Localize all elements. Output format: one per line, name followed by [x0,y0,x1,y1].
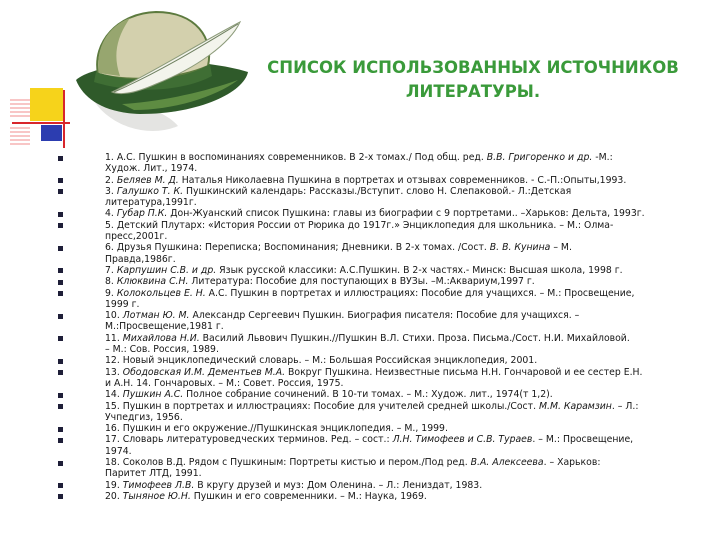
reference-line [105,220,698,231]
reference-text [105,276,698,287]
reference-segment: Учпедгиз, 1956. [105,411,183,423]
reference-line [105,175,698,186]
italic-author: Губар П.К. [116,208,168,220]
reference-line [105,457,698,468]
reference-segment: 3. [105,185,117,197]
reference-segment: А.С. Пушкин в портретах и иллюстрациях: Пособие для учащихся. – М.: Просвещение, [205,287,635,299]
reference-segment: Дон-Жуанский список Пушкина: главы из биографии с 9 портретами.. –Харьков: Дельта, 1993г. [167,208,645,220]
reference-segment: Паритет ЛТД, 1991. [105,468,202,480]
reference-line [105,208,698,219]
reference-text [105,355,698,366]
italic-author: Карпушин С.В. и др. [116,264,217,276]
color-blocks-icon [10,88,70,148]
square-bullet-icon [58,336,63,341]
reference-segment: пресс,2001г. [105,231,168,243]
reference-segment: 10. [105,310,123,322]
reference-item [58,186,698,209]
reference-segment: 17. Словарь литературоведческих терминов. Ред. – сост.: [105,434,393,446]
reference-segment: 1974. [105,445,132,457]
reference-segment: 1. А.С. Пушкин в воспоминаниях современников. В 2-х томах./ Под общ. ред. [105,152,487,163]
italic-author: Беляев М. Д. [116,174,179,186]
italic-author: Л.Н. Тимофеев и С.В. Тураев [392,434,533,446]
italic-author: Галушко Т. К. [116,185,184,197]
reference-line [105,367,698,378]
reference-text [105,457,698,480]
reference-segment: 19. [105,479,123,491]
reference-item [58,367,698,390]
italic-author: Лотман Ю. М. [122,310,190,322]
reference-line [105,412,698,423]
reference-segment: 11. [105,332,123,344]
title-line: ЛИТЕРАТУРЫ. [405,82,541,101]
reference-line [105,355,698,366]
reference-segment: Пушкин и его современники. – М.: Наука, 1969. [190,490,427,502]
reference-line [105,333,698,344]
italic-author: Тимофеев Л.В. [122,479,195,491]
italic-author: В.А. Алексеева [470,457,544,469]
reference-segment: Худож. Лит., 1974. [105,163,198,175]
reference-line [105,288,698,299]
reference-line [105,265,698,276]
reference-item [58,288,698,311]
reference-item [58,457,698,480]
reference-segment: Наталья Николаевна Пушкина в портретах и отзывах современников. - С.-П.:Опыты,1993. [178,174,627,186]
reference-text [105,288,698,311]
reference-line [105,186,698,197]
reference-line [105,231,698,242]
square-bullet-icon [58,189,63,194]
reference-text [105,401,698,424]
reference-text [105,152,698,175]
reference-segment: 20. [105,490,123,502]
reference-item [58,480,698,491]
reference-line [105,423,698,434]
square-bullet-icon [58,370,63,375]
italic-author: Михайлова Н.И. [122,332,200,344]
page-title [232,56,714,104]
reference-line [105,276,698,287]
reference-segment: 9. [105,287,117,299]
reference-segment: . – Харьков: [543,457,601,469]
reference-item [58,423,698,434]
reference-line [105,299,698,310]
reference-text [105,265,698,276]
italic-author: Пушкин А.С. [122,389,184,401]
square-bullet-icon [58,461,63,466]
reference-text [105,242,698,265]
reference-line [105,378,698,389]
square-bullet-icon [58,156,63,161]
reference-segment: -М.: [592,152,613,163]
italic-author: В.В. Григоренко и др. [486,152,593,163]
reference-segment: В кругу друзей и муз: Дом Оленина. – Л.: Лениздат, 1983. [194,479,483,491]
reference-line [105,242,698,253]
reference-segment: . – М.: Просвещение, [532,434,634,446]
reference-segment: 16. Пушкин и его окружение.//Пушкинская энциклопедия. – М., 1999. [105,423,448,435]
italic-author: Колокольцев Е. Н. [116,287,206,299]
square-bullet-icon [58,178,63,183]
reference-segment: 7. [105,264,117,276]
reference-text [105,480,698,491]
reference-item [58,152,698,175]
reference-segment: 18. Соколов В.Д. Рядом с Пушкиным: Портреты кистью и пером./Под ред. [105,457,471,469]
reference-text [105,310,698,333]
reference-text [105,367,698,390]
reference-item [58,220,698,243]
reference-line [105,446,698,457]
reference-text [105,175,698,186]
reference-line [105,468,698,479]
reference-text [105,186,698,209]
reference-segment: 5. Детский Плутарх: «История России от Рюрика до 1917г.» Энциклопедия для школьника. – М.: Олма- [105,219,614,231]
square-bullet-icon [58,280,63,285]
reference-segment: 2. [105,174,117,186]
square-bullet-icon [58,427,63,432]
reference-line [105,344,698,355]
reference-segment: 4. [105,208,117,220]
reference-line [105,321,698,332]
reference-item [58,434,698,457]
reference-segment: 14. [105,389,123,401]
reference-line [105,254,698,265]
reference-segment: 15. Пушкин в портретах и иллюстрациях: Пособие для учителей средней школы./Сост. [105,400,539,412]
reference-text [105,491,698,502]
square-bullet-icon [58,438,63,443]
reference-segment: 1999 г. [105,298,140,310]
reference-segment: Александр Сергеевич Пушкин. Биография писателя: Пособие для учащихся. – [189,310,580,322]
reference-segment: М.:Просвещение,1981 г. [105,321,224,333]
reference-line [105,163,698,174]
square-bullet-icon [58,314,63,319]
square-bullet-icon [58,494,63,499]
reference-item [58,389,698,400]
title-line: СПИСОК ИСПОЛЬЗОВАННЫХ ИСТОЧНИКОВ [267,58,679,77]
square-bullet-icon [58,246,63,251]
reference-segment: Язык русской классики: А.С.Пушкин. В 2-х частях.- Минск: Высшая школа, 1998 г. [216,264,623,276]
square-bullet-icon [58,483,63,488]
reference-item [58,401,698,424]
reference-segment: Вокруг Пушкина. Неизвестные письма Н.Н. Гончаровой и ее сестер Е.Н. [285,366,643,378]
reference-item [58,175,698,186]
reference-item [58,265,698,276]
reference-text [105,208,698,219]
square-bullet-icon [58,268,63,273]
reference-item [58,491,698,502]
reference-line [105,197,698,208]
italic-author: Тыняное Ю.Н. [122,490,191,502]
reference-text [105,423,698,434]
reference-segment: 13. [105,366,123,378]
reference-text [105,333,698,356]
square-bullet-icon [58,212,63,217]
reference-segment: 8. [105,276,117,288]
italic-author: В. В. Кунина [489,242,551,254]
square-bullet-icon [58,404,63,409]
italic-author: М.М. Карамзин [539,400,612,412]
reference-item [58,333,698,356]
reference-segment: 6. Друзья Пушкина: Переписка; Воспоминания; Дневники. В 2-х томах. /Сост. [105,242,490,254]
reference-list [58,152,698,502]
reference-line [105,389,698,400]
reference-segment: литература,1991г. [105,197,197,209]
reference-line [105,401,698,412]
reference-text [105,220,698,243]
reference-segment: Правда,1986г. [105,253,176,265]
italic-author: Ободовская И.М. Дементьев М.А. [122,366,286,378]
decoration [0,0,250,150]
reference-line [105,434,698,445]
reference-line [105,480,698,491]
square-bullet-icon [58,291,63,296]
reference-item [58,208,698,219]
reference-segment: 12. Новый энциклопедический словарь. – М.: Большая Российская энциклопедия, 2001. [105,355,538,367]
reference-segment: и А.Н. 14. Гончаровых. – М.: Совет. Россия, 1975. [105,377,344,389]
reference-segment: Василий Львович Пушкин.//Пушкин В.Л. Стихи. Проза. Письма./Сост. Н.И. Михайловой. [199,332,630,344]
square-bullet-icon [58,393,63,398]
feathered-hat-icon [76,12,248,131]
reference-line [105,310,698,321]
reference-line [105,491,698,502]
reference-text [105,434,698,457]
reference-item [58,276,698,287]
reference-segment: . – Л.: [611,400,639,412]
square-bullet-icon [58,359,63,364]
reference-segment: – М. [550,242,572,254]
reference-item [58,355,698,366]
square-bullet-icon [58,223,63,228]
reference-segment: Литература: Пособие для поступающих в ВУЗы. –М.:Аквариум,1997 г. [188,276,535,288]
reference-segment: – М.: Сов. Россия, 1989. [105,344,219,356]
reference-segment: Полное собрание сочинений. В 10-ти томах. – М.: Худож. лит., 1974(т 1,2). [183,389,553,401]
reference-segment: Пушкинский календарь: Рассказы./Вступит. слово Н. Слепаковой.- Л.:Детская [183,185,572,197]
italic-author: Клюквина С.Н. [116,276,189,288]
reference-item [58,310,698,333]
reference-item [58,242,698,265]
reference-text [105,389,698,400]
reference-line [105,152,698,163]
